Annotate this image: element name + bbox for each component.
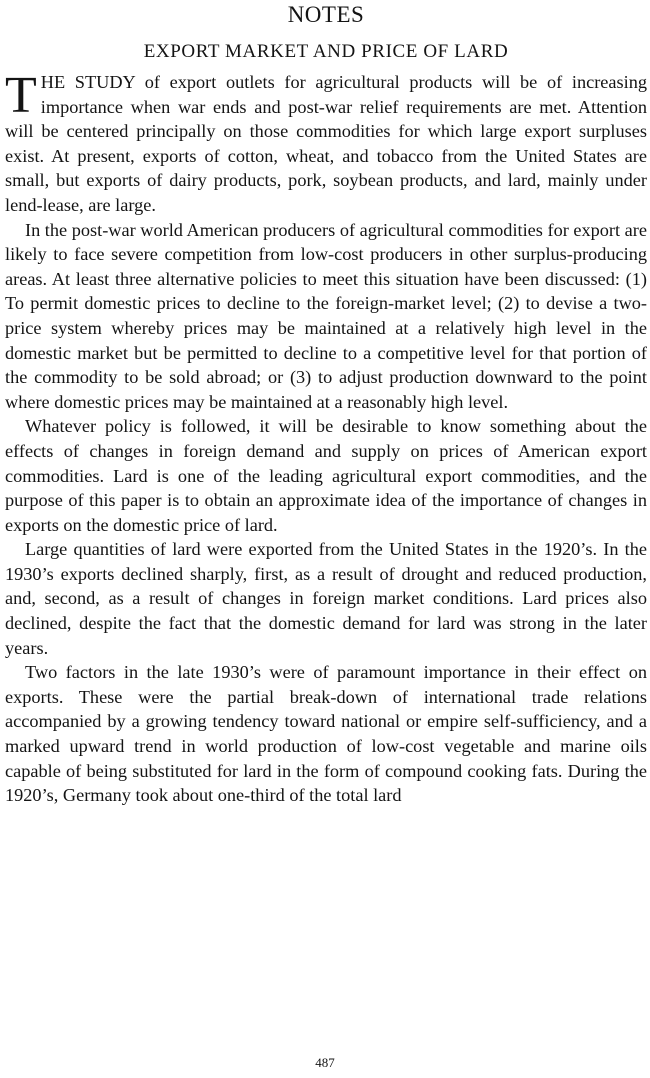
paragraph-2: In the post-war world American producers of agricultural commodities for export are likely to face severe competition from low-cost producers in other surplus-producing areas. At least three alternative policies to meet this situation have been discussed: (1) To permit domestic prices to decline to the foreign-market level; (2) to devise a two-price system whereby prices may be maintained at a relatively high level in the domestic market but be permitted to decline to a competitive level for that portion of the commodity to be sold abroad; or (3) to adjust production downward to the point where domestic prices may be maintained at a reasonably high level. (5, 219, 647, 412)
page (5, 0, 647, 808)
running-head: NOTES (287, 2, 365, 27)
page-number: 487 (315, 1055, 335, 1070)
paragraph-4: Large quantities of lard were exported from the United States in the 1920’s. In the 1930’s exports declined sharply, first, as a result of drought and reduced production, and, second, as a result of changes in foreign market conditions. Lard prices also declined, despite the fact that the domestic demand for lard was strong in the later years. (5, 539, 647, 658)
paragraph-1 (5, 67, 647, 218)
paragraph-5: Two factors in the late 1930’s were of paramount importance in their effect on exports. These were the partial break-down of international trade relations accompanied by a growing tendency toward national or empire self-sufficiency, and a marked upward trend in world production of low-cost vegetable and marine oils capable of being substituted for lard in the form of compound cooking fats. During the 1920’s, Germany took about one-third of the total lard (5, 662, 647, 806)
article-title: EXPORT MARKET AND PRICE OF LARD (143, 41, 509, 62)
drop-cap: T (5, 67, 37, 124)
paragraph-3: Whatever policy is followed, it will be desirable to know something about the effects of changes in foreign demand and supply on prices of American export commodities. Lard is one of the leading agricultural export commodities, and the purpose of this paper is to obtain an approximate idea of the importance of changes in exports on the domestic price of lard. (5, 416, 647, 535)
paragraph-1-text: HE STUDY of export outlets for agricultural products will be of increasing importance when war ends and post-war relief requirements are met. Attention will be centered principally on those commodities for which large export surpluses exist. At present, exports of cotton, wheat, and tobacco from the United States are small, but exports of dairy products, pork, soybean products, and lard, mainly under lend-lease, are large. (5, 72, 647, 215)
